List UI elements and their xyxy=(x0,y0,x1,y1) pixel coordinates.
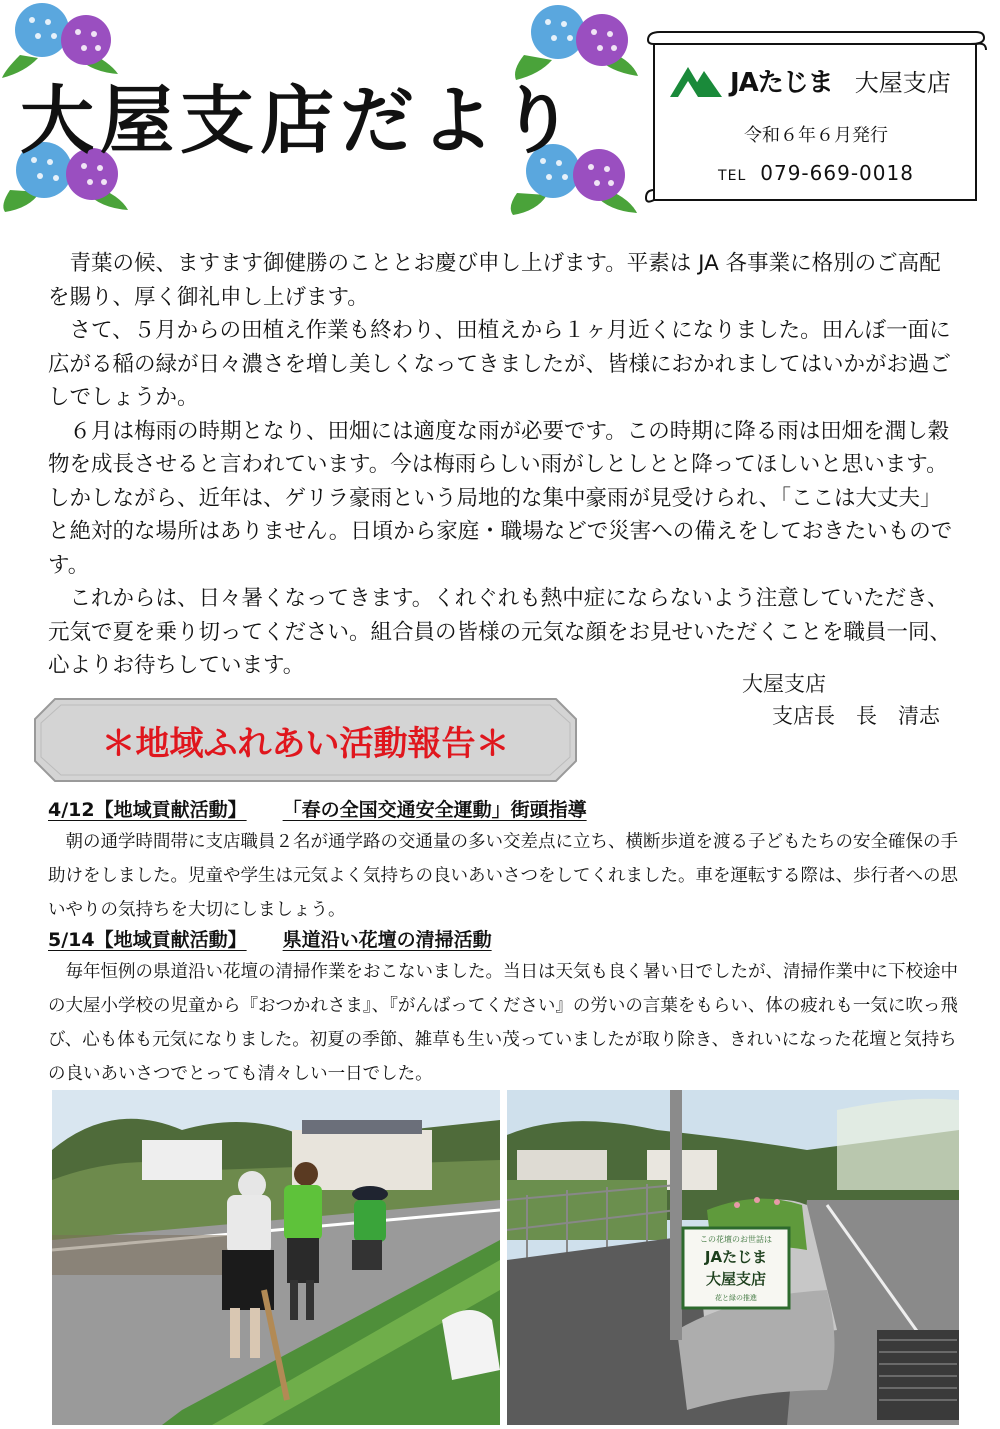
banner-title: ＊地域ふれあい活動報告＊ xyxy=(101,723,510,764)
issue-info-scroll xyxy=(640,30,992,210)
tel-label: TEL xyxy=(718,168,747,184)
sign-bottom-text: 花と緑の推進 xyxy=(715,1294,757,1302)
signature-branch: 大屋支店 xyxy=(742,672,826,696)
report-body: 朝の通学時間帯に支店職員２名が通学路の交通量の多い交差点に立ち、横断歩道を渡る子どもたちの安全確保の手助けをしました。児童や学生は元気よく気持ちの良いあいさつをしてくれました。車を運転する際は、歩行者への思いやりの気持ちを大切にしましょう。 xyxy=(48,832,958,920)
sign-main-line2: 大屋支店 xyxy=(705,1270,767,1288)
section-banner xyxy=(33,697,578,783)
greeting-paragraph: 青葉の候、ますます御健勝のこととお慶び申し上げます。平素は JA 各事業に格別のご高配を賜り、厚く御礼申し上げます。 xyxy=(48,251,941,310)
phone-number xyxy=(666,161,966,185)
greeting-paragraph: さて、５月からの田植え作業も終わり、田植えから１ヶ月近くになりました。田んぼ一面に広がる稲の緑が日々濃さを増し美しくなってきましたが、皆様におかれましてはいかがお過ごしでしょうか。 xyxy=(48,318,952,410)
ja-logo xyxy=(666,62,833,99)
report-body: 毎年恒例の県道沿い花壇の清掃作業をおこないました。当日は天気も良く暑い日でしたが、清掃作業中に下校途中の大屋小学校の児童から『おつかれさま』、『がんばってください』の労いの言葉をもらい、体の疲れも一気に吹っ飛び、心も体も元気になりました。初夏の季節、雑草も生い茂っていましたが取り除き、きれいになった花壇と気持ちの良いあいさつでとっても清々しい一日でした。 xyxy=(48,962,958,1084)
report-date: 4/12【地域貢献活動】 xyxy=(48,799,247,821)
branch-name: 大屋支店 xyxy=(854,69,951,97)
report-title: 県道沿い花壇の清掃活動 xyxy=(282,929,492,951)
issue-date: 令和６年６月発行 xyxy=(744,125,888,146)
report-heading xyxy=(48,925,960,952)
masthead xyxy=(0,0,640,215)
report-date: 5/14【地域貢献活動】 xyxy=(48,929,247,951)
report-title: 「春の全国交通安全運動」街頭指導 xyxy=(282,799,587,821)
sign-top-text: この花壇のお世話は xyxy=(700,1235,772,1244)
greeting-letter xyxy=(48,247,958,683)
org-name: JAたじま xyxy=(730,68,833,98)
report-item xyxy=(48,925,960,1091)
greeting-paragraph: ６月は梅雨の時期となり、田畑には適度な雨が必要です。この時期に降る雨は田畑を潤し穀物を成長させると言われています。今は梅雨らしい雨がしとしとと降ってほしいと思います。しかしながら、近年は、ゲリラ豪雨という局地的な集中豪雨が見受けられ、「ここは大丈夫」と絶対的な場所はありません。日頃から家庭・職場などで災害への備えをしておきたいものです。 xyxy=(48,418,953,578)
sign-main-line1: JAたじま xyxy=(704,1248,768,1266)
photo-flower-bed-sign xyxy=(507,1090,959,1425)
signature-manager: 支店長 長 清志 xyxy=(772,704,940,728)
newsletter-title: 大屋支店だより xyxy=(20,78,580,164)
tel-value: 079-669-0018 xyxy=(760,161,914,185)
greeting-paragraph: これからは、日々暑くなってきます。くれぐれも熱中症にならないよう注意していただき、元気で夏を乗り切ってください。組合員の皆様の元気な顔をお見せいただくことを職員一同、心よりお待ちしています。 xyxy=(48,586,952,678)
report-item xyxy=(48,795,960,927)
photo-cleanup-volunteers xyxy=(52,1090,500,1425)
ja-logo-icon xyxy=(666,63,724,99)
report-heading xyxy=(48,795,960,822)
